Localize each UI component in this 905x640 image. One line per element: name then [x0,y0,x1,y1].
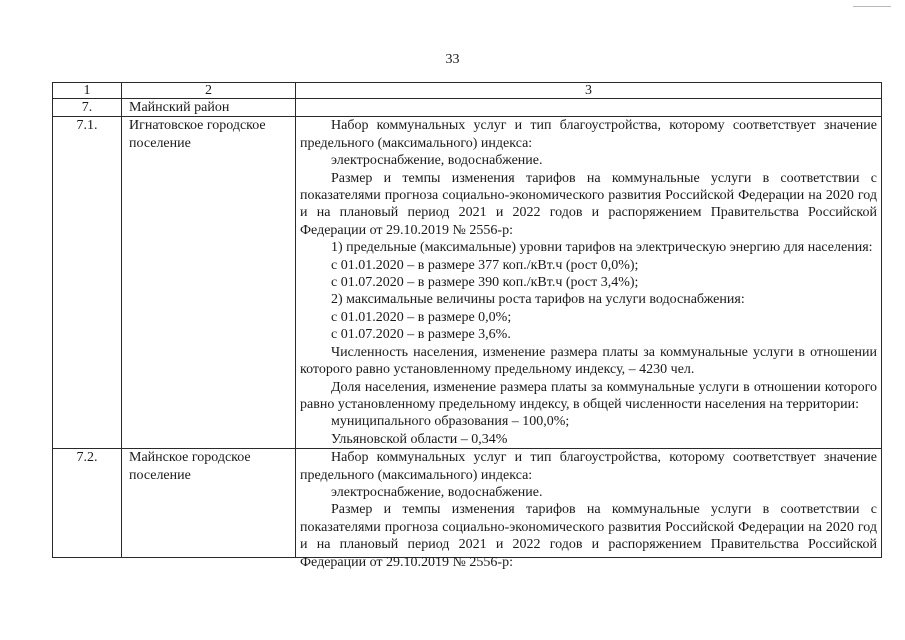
paragraph: электроснабжение, водоснабжение. [331,484,543,500]
settlement-name: Майнское городское поселение [122,449,296,558]
scan-artifact-line [853,6,891,7]
paragraph: Доля населения, изменение размера платы за коммунальные услуги в отношении которого равно установленному предельному индексу, в общей численности населения на территории: [300,379,877,412]
row-number: 7.1. [53,117,122,449]
paragraph: муниципального образования – 100,0%; [331,414,570,430]
header-cell-2: 2 [122,83,296,99]
header-cell-1: 1 [53,83,122,99]
section-empty-cell [296,99,882,117]
paragraph: Численность населения, изменение размера платы за коммунальные услуги в отношении которого равно установленному предельному индексу, – 4230 чел. [300,344,877,378]
paragraph: с 01.01.2020 – в размере 0,0%; [331,309,512,325]
paragraph: Ульяновской области – 0,34% [331,431,508,447]
paragraph: с 01.07.2020 – в размере 390 коп./кВт.ч (рост 3,4%); [331,275,639,291]
paragraph: с 01.07.2020 – в размере 3,6%. [331,327,511,343]
table-header-row [53,83,882,99]
row-description [296,449,882,570]
row-description [296,117,882,449]
paragraph: 2) максимальные величины роста тарифов на услуги водоснабжения: [331,292,745,308]
settlement-name: Игнатовское городское поселение [122,117,296,449]
paragraph: Размер и темпы изменения тарифов на коммунальные услуги в соответствии с показателями прогноза социально-экономического развития Российской Федерации на 2020 год и на плановый период 2021 и 2022 годов и распоряжением Правительства Российской Федерации от 29.10.2019 № 2556-р: [300,502,877,570]
page-number: 33 [445,52,460,67]
paragraph: Набор коммунальных услуг и тип благоустройства, которому соответствует значение предельного (максимального) индекса: [300,450,877,483]
header-cell-3: 3 [296,83,882,99]
tariff-table [52,82,882,570]
section-number: 7. [53,99,122,117]
paragraph: электроснабжение, водоснабжение. [331,153,543,169]
paragraph: с 01.01.2020 – в размере 377 коп./кВт.ч (рост 0,0%); [331,257,639,273]
row-description-clip [300,449,877,570]
section-row [53,99,882,117]
paragraph: Размер и темпы изменения тарифов на коммунальные услуги в соответствии с показателями прогноза социально-экономического развития Российской Федерации на 2020 год и на плановый период 2021 и 2022 годов и распоряжением Правительства Российской Федерации от 29.10.2019 № 2556-р: [300,170,877,238]
paragraph: Набор коммунальных услуг и тип благоустройства, которому соответствует значение предельного (максимального) индекса: [300,118,877,151]
section-title: Майнский район [122,99,296,117]
table-row [53,449,882,558]
row-number: 7.2. [53,449,122,558]
paragraph: 1) предельные (максимальные) уровни тарифов на электрическую энергию для населения: [331,240,873,256]
table-row [53,117,882,449]
